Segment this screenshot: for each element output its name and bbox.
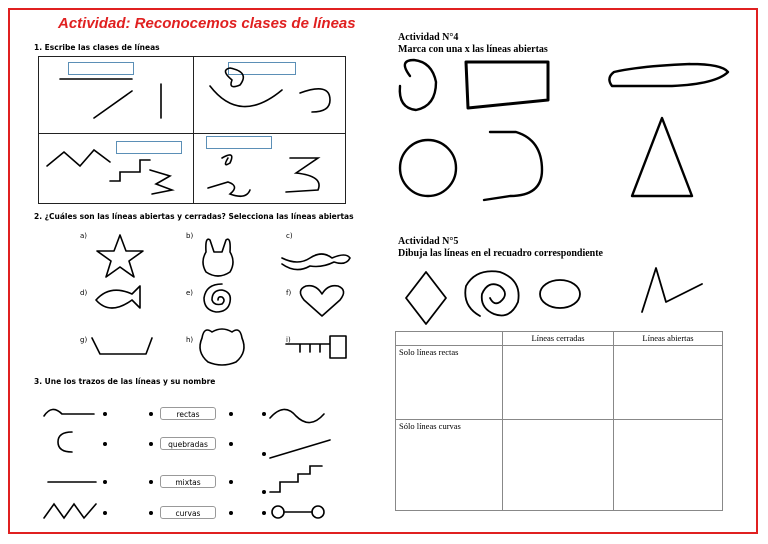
- cell-straight-closed[interactable]: [503, 346, 614, 420]
- name-pill-rectas[interactable]: rectas: [160, 407, 216, 420]
- page-title: Actividad: Reconocemos clases de líneas: [58, 15, 356, 32]
- option-label-a: a): [80, 232, 88, 240]
- activity-5-heading: Actividad N°5 Dibuja las líneas en el recuadro correspondiente: [398, 236, 603, 259]
- cell-curved-closed[interactable]: [503, 420, 614, 511]
- question-3: 3. Une los trazos de las líneas y su nombre: [34, 377, 216, 386]
- activity-5-table: [395, 331, 723, 511]
- col-header-open: Líneas abiertas: [614, 332, 723, 346]
- activity-4-heading: Actividad N°4 Marca con una x las líneas abiertas: [398, 32, 548, 55]
- option-label-b: b): [186, 232, 194, 240]
- col-header-closed: Líneas cerradas: [503, 332, 614, 346]
- cell-straight-open[interactable]: [614, 346, 723, 420]
- option-label-i: i): [286, 336, 291, 344]
- option-label-c: c): [286, 232, 293, 240]
- name-pill-quebradas[interactable]: quebradas: [160, 437, 216, 450]
- option-label-e: e): [186, 289, 194, 297]
- name-pill-mixtas[interactable]: mixtas: [160, 475, 216, 488]
- option-label-d: d): [80, 289, 88, 297]
- option-label-f: f): [286, 289, 292, 297]
- row-header-straight: Solo líneas rectas: [396, 346, 503, 420]
- cell-curved-open[interactable]: [614, 420, 723, 511]
- question-1: 1. Escribe las clases de líneas: [34, 43, 160, 52]
- row-header-curved: Sólo líneas curvas: [396, 420, 503, 511]
- option-label-g: g): [80, 336, 88, 344]
- option-label-h: h): [186, 336, 194, 344]
- question-2: 2. ¿Cuáles son las líneas abiertas y cerradas? Selecciona las líneas abiertas: [34, 212, 354, 221]
- name-pill-curvas[interactable]: curvas: [160, 506, 216, 519]
